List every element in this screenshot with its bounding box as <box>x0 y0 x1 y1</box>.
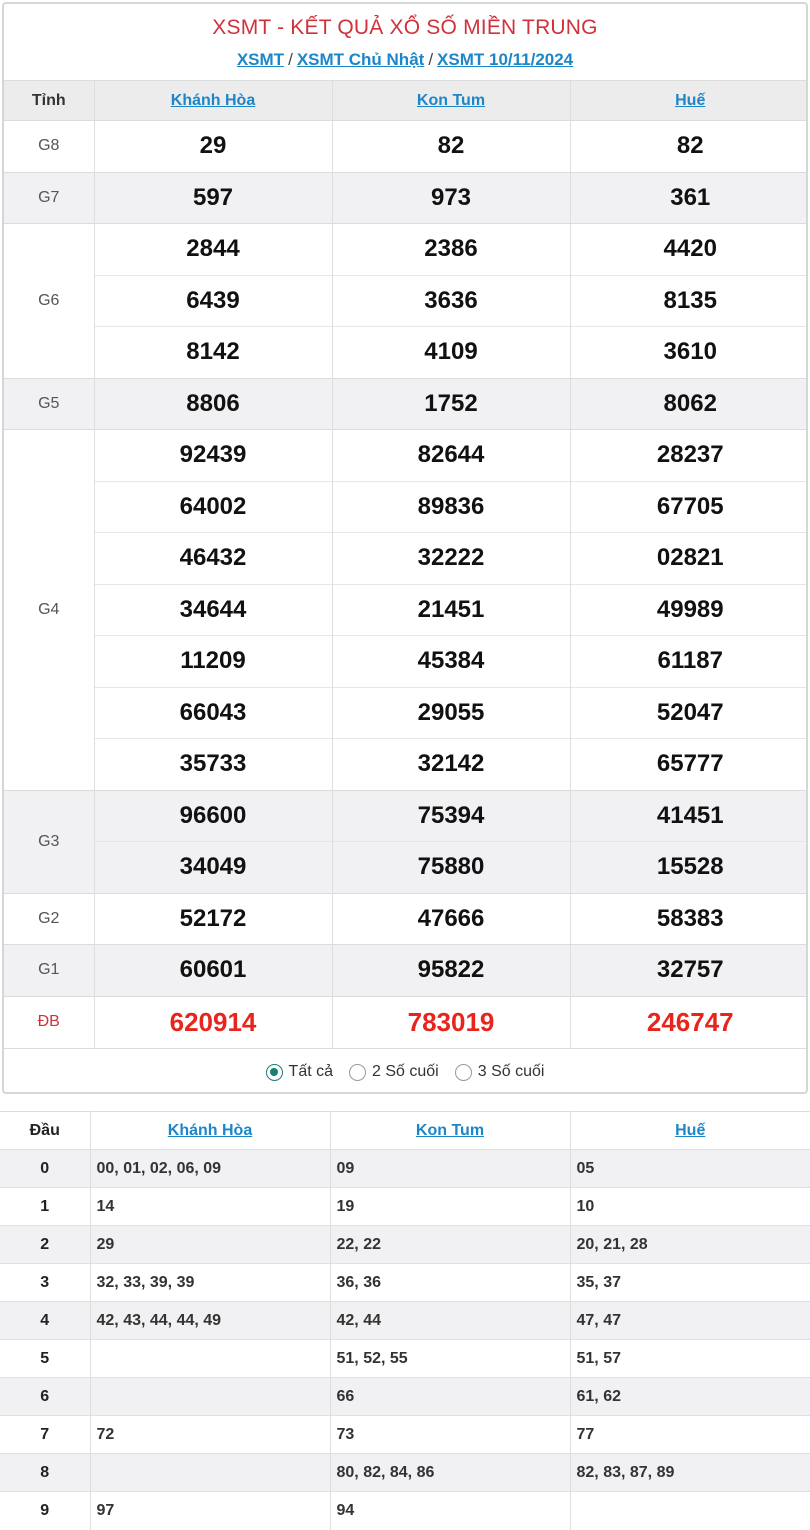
prize-number: 95822 <box>332 945 570 997</box>
breadcrumb-xsmt-date[interactable]: XSMT 10/11/2024 <box>437 50 574 69</box>
loto-head-digit: 7 <box>0 1416 90 1454</box>
loto-head-digit: 6 <box>0 1378 90 1416</box>
prize-number: 8142 <box>94 327 332 379</box>
prize-number: 3636 <box>332 275 570 327</box>
prize-number: 8806 <box>94 378 332 430</box>
breadcrumb-separator: / <box>288 50 293 69</box>
loto-values: 00, 01, 02, 06, 09 <box>90 1150 330 1188</box>
prize-number: 6439 <box>94 275 332 327</box>
column-header-province <box>94 81 332 121</box>
loto-values: 42, 43, 44, 44, 49 <box>90 1302 330 1340</box>
loto-row <box>0 1492 810 1530</box>
prize-row <box>4 790 808 842</box>
loto-row <box>0 1226 810 1264</box>
column-header-province <box>570 81 808 121</box>
prize-number: 61187 <box>570 636 808 688</box>
prize-number: 2844 <box>94 224 332 276</box>
loto-row <box>0 1150 810 1188</box>
province-link-khanh-hoa[interactable]: Khánh Hòa <box>170 91 256 109</box>
breadcrumb-separator: / <box>428 50 434 69</box>
loto-values: 72 <box>90 1416 330 1454</box>
prize-row <box>4 172 808 224</box>
loto-values: 73 <box>330 1416 570 1454</box>
prize-row <box>4 378 808 430</box>
prize-number: 66043 <box>94 687 332 739</box>
prize-label: G8 <box>4 121 94 173</box>
prize-label: ĐB <box>4 996 94 1048</box>
loto-table <box>0 1111 810 1530</box>
loto-head-digit: 3 <box>0 1264 90 1302</box>
option-label: 2 Số cuối <box>372 1063 439 1080</box>
breadcrumb-xsmt-chu-nhat[interactable]: XSMT Chủ Nhật <box>296 50 425 69</box>
loto-values: 32, 33, 39, 39 <box>90 1264 330 1302</box>
prize-number: 96600 <box>94 790 332 842</box>
loto-table-body <box>0 1150 810 1530</box>
loto-row <box>0 1302 810 1340</box>
loto-head-digit: 2 <box>0 1226 90 1264</box>
radio-icon[interactable] <box>349 1064 366 1081</box>
prize-label: G6 <box>4 224 94 379</box>
column-header-province <box>330 1112 570 1150</box>
loto-row <box>0 1454 810 1492</box>
prize-number: 35733 <box>94 739 332 791</box>
prize-number: 47666 <box>332 893 570 945</box>
special-prize-number: 783019 <box>332 996 570 1048</box>
province-link-kon-tum[interactable]: Kon Tum <box>415 1121 485 1139</box>
prize-row <box>4 224 808 276</box>
loto-values: 19 <box>330 1188 570 1226</box>
prize-row <box>4 327 808 379</box>
loto-values: 82, 83, 87, 89 <box>570 1454 810 1492</box>
page-title: XSMT - KẾT QUẢ XỔ SỐ MIỀN TRUNG <box>212 16 598 39</box>
prize-number: 597 <box>94 172 332 224</box>
loto-row <box>0 1188 810 1226</box>
loto-values <box>90 1340 330 1378</box>
loto-values <box>90 1454 330 1492</box>
digit-filter-options <box>4 1048 806 1095</box>
prize-number: 29 <box>94 121 332 173</box>
loto-head-digit: 9 <box>0 1492 90 1530</box>
option-label: Tất cả <box>288 1063 334 1080</box>
province-link-khanh-hoa[interactable]: Khánh Hòa <box>167 1121 253 1139</box>
loto-head-digit: 8 <box>0 1454 90 1492</box>
loto-values: 35, 37 <box>570 1264 810 1302</box>
prize-number: 32757 <box>570 945 808 997</box>
prize-number: 58383 <box>570 893 808 945</box>
option-all[interactable] <box>266 1063 333 1081</box>
prize-number: 75394 <box>332 790 570 842</box>
column-header-dau: Đầu <box>0 1112 90 1150</box>
prize-number: 41451 <box>570 790 808 842</box>
prize-number: 34049 <box>94 842 332 894</box>
prize-number: 46432 <box>94 533 332 585</box>
prize-number: 15528 <box>570 842 808 894</box>
column-header-province <box>332 81 570 121</box>
prize-number: 02821 <box>570 533 808 585</box>
prize-number: 1752 <box>332 378 570 430</box>
prize-number: 11209 <box>94 636 332 688</box>
results-card <box>2 2 808 1094</box>
prize-label: G3 <box>4 790 94 893</box>
loto-row <box>0 1340 810 1378</box>
prize-row <box>4 893 808 945</box>
loto-values: 77 <box>570 1416 810 1454</box>
loto-values <box>570 1492 810 1530</box>
loto-values: 80, 82, 84, 86 <box>330 1454 570 1492</box>
prize-row <box>4 842 808 894</box>
prize-number: 89836 <box>332 481 570 533</box>
prize-number: 2386 <box>332 224 570 276</box>
prize-number: 4420 <box>570 224 808 276</box>
prize-number: 64002 <box>94 481 332 533</box>
loto-head-digit: 4 <box>0 1302 90 1340</box>
prize-label: G4 <box>4 430 94 791</box>
prize-number: 92439 <box>94 430 332 482</box>
loto-values: 94 <box>330 1492 570 1530</box>
loto-values: 29 <box>90 1226 330 1264</box>
prize-number: 3610 <box>570 327 808 379</box>
special-prize-number: 246747 <box>570 996 808 1048</box>
loto-values: 66 <box>330 1378 570 1416</box>
prize-row <box>4 121 808 173</box>
column-header-tinh: Tỉnh <box>4 81 94 121</box>
loto-row <box>0 1378 810 1416</box>
loto-values: 42, 44 <box>330 1302 570 1340</box>
prize-number: 82644 <box>332 430 570 482</box>
prize-row <box>4 636 808 688</box>
loto-values: 97 <box>90 1492 330 1530</box>
prize-number: 28237 <box>570 430 808 482</box>
column-header-province <box>90 1112 330 1150</box>
prize-number: 52047 <box>570 687 808 739</box>
prize-label: G2 <box>4 893 94 945</box>
loto-values: 61, 62 <box>570 1378 810 1416</box>
radio-icon[interactable] <box>455 1064 472 1081</box>
prize-label: G7 <box>4 172 94 224</box>
loto-head-digit: 0 <box>0 1150 90 1188</box>
results-table <box>4 80 808 1048</box>
loto-values: 22, 22 <box>330 1226 570 1264</box>
prize-label: G5 <box>4 378 94 430</box>
prize-row <box>4 430 808 482</box>
province-link-hue[interactable]: Huế <box>675 1121 706 1139</box>
prize-number: 29055 <box>332 687 570 739</box>
special-prize-number: 620914 <box>94 996 332 1048</box>
prize-row <box>4 584 808 636</box>
prize-number: 60601 <box>94 945 332 997</box>
loto-row <box>0 1416 810 1454</box>
loto-values: 47, 47 <box>570 1302 810 1340</box>
prize-number: 82 <box>332 121 570 173</box>
loto-table-header <box>0 1112 810 1150</box>
loto-head-digit: 5 <box>0 1340 90 1378</box>
option-last-3-digits[interactable] <box>455 1063 545 1081</box>
prize-number: 32222 <box>332 533 570 585</box>
prize-number: 75880 <box>332 842 570 894</box>
prize-row <box>4 533 808 585</box>
breadcrumb-xsmt[interactable]: XSMT <box>236 50 285 69</box>
loto-values: 51, 57 <box>570 1340 810 1378</box>
breadcrumb <box>4 49 806 71</box>
prize-row <box>4 687 808 739</box>
option-label: 3 Số cuối <box>477 1063 545 1080</box>
prize-number: 67705 <box>570 481 808 533</box>
prize-number: 34644 <box>94 584 332 636</box>
loto-values: 36, 36 <box>330 1264 570 1302</box>
prize-number: 82 <box>570 121 808 173</box>
radio-selected-icon[interactable] <box>266 1064 283 1081</box>
results-header <box>4 4 806 80</box>
prize-number: 49989 <box>570 584 808 636</box>
prize-number: 45384 <box>332 636 570 688</box>
prize-row <box>4 945 808 997</box>
prize-row <box>4 739 808 791</box>
prize-label: G1 <box>4 945 94 997</box>
prize-number: 973 <box>332 172 570 224</box>
prize-number: 52172 <box>94 893 332 945</box>
prize-number: 8135 <box>570 275 808 327</box>
prize-row <box>4 996 808 1048</box>
loto-row <box>0 1264 810 1302</box>
loto-values: 14 <box>90 1188 330 1226</box>
loto-values: 51, 52, 55 <box>330 1340 570 1378</box>
province-link-hue[interactable]: Huế <box>675 91 706 109</box>
loto-values <box>90 1378 330 1416</box>
province-link-kon-tum[interactable]: Kon Tum <box>416 91 486 109</box>
results-table-body <box>4 121 808 1048</box>
prize-number: 21451 <box>332 584 570 636</box>
loto-values: 20, 21, 28 <box>570 1226 810 1264</box>
prize-number: 32142 <box>332 739 570 791</box>
prize-number: 361 <box>570 172 808 224</box>
loto-values: 10 <box>570 1188 810 1226</box>
results-table-header <box>4 81 808 121</box>
loto-values: 05 <box>570 1150 810 1188</box>
prize-row <box>4 275 808 327</box>
loto-values: 09 <box>330 1150 570 1188</box>
option-last-2-digits[interactable] <box>349 1063 439 1081</box>
prize-number: 65777 <box>570 739 808 791</box>
column-header-province <box>570 1112 810 1150</box>
prize-number: 8062 <box>570 378 808 430</box>
prize-row <box>4 481 808 533</box>
prize-number: 4109 <box>332 327 570 379</box>
loto-head-digit: 1 <box>0 1188 90 1226</box>
